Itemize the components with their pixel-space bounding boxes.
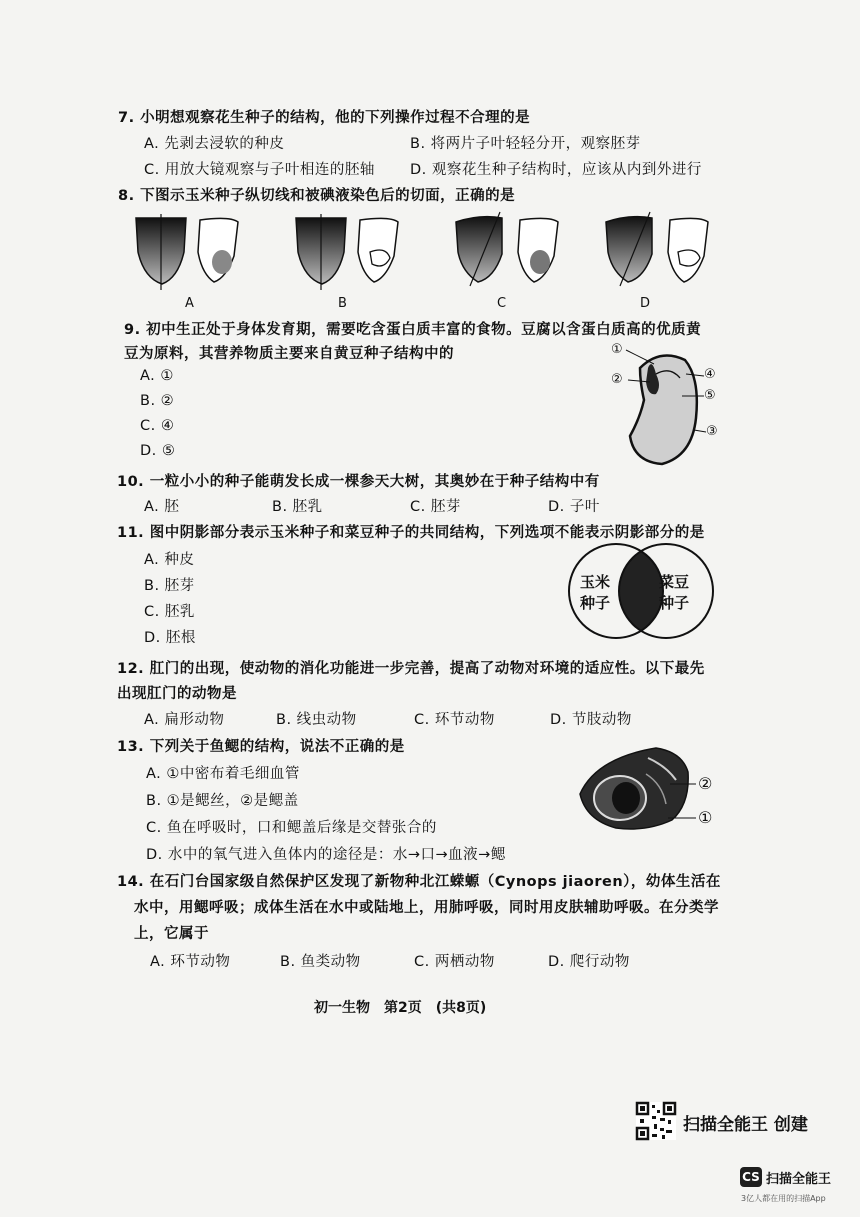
bean-label-5: ⑤ <box>704 388 716 403</box>
q8-figure-label-c: C <box>497 296 507 311</box>
question-10-stem: 10. 一粒小小的种子能萌发长成一棵参天大树，其奥妙在于种子结构中有 <box>117 474 600 490</box>
question-9-stem: 9. 初中生正处于身体发育期，需要吃含蛋白质丰富的食物。豆腐以含蛋白质高的优质黄 <box>124 322 702 338</box>
scanner-tagline: 3亿人都在用的扫描App <box>741 1194 826 1203</box>
bean-label-3: ③ <box>706 424 718 439</box>
q12-option-c: C. 环节动物 <box>414 712 495 728</box>
q9-option-b: B. ② <box>140 393 175 409</box>
q14-option-c: C. 两栖动物 <box>414 954 495 970</box>
q8-figure-label-a: A <box>185 296 194 311</box>
question-14-stem-line3: 上，它属于 <box>134 926 209 942</box>
venn-left-label-1: 玉米 <box>580 573 611 591</box>
bean-label-2: ② <box>611 372 623 387</box>
q9-option-d: D. ⑤ <box>140 443 176 459</box>
figure-a-seeds <box>136 214 238 290</box>
q7-option-c: C. 用放大镜观察与子叶相连的胚轴 <box>144 162 375 178</box>
figure-c-seeds <box>456 212 558 286</box>
soybean-seed-figure <box>600 338 730 473</box>
q10-option-d: D. 子叶 <box>548 499 600 515</box>
gill-label-2: ② <box>698 774 713 793</box>
question-14-stem: 14. 在石门台国家级自然保护区发现了新物种北江蝾螈（Cynops jiaoren），幼体生活在 <box>117 874 721 890</box>
q11-option-c: C. 胚乳 <box>144 604 195 620</box>
corn-seed-figures <box>130 212 690 292</box>
qr-code-icon <box>636 1102 676 1140</box>
gill-label-1: ① <box>698 808 713 827</box>
q13-option-d: D. 水中的氧气进入鱼体内的途径是：水→口→血液→鳃 <box>146 847 506 863</box>
question-8-stem: 8. 下图示玉米种子纵切线和被碘液染色后的切面，正确的是 <box>118 188 516 204</box>
q13-option-b: B. ①是鳃丝，②是鳃盖 <box>146 793 299 809</box>
scanner-app-name: 扫描全能王 <box>766 1172 832 1187</box>
q7-option-d: D. 观察花生种子结构时，应该从内到外进行 <box>410 162 702 178</box>
question-13-stem: 13. 下列关于鱼鳃的结构，说法不正确的是 <box>117 739 405 755</box>
venn-right-label-1: 菜豆 <box>659 573 690 591</box>
q10-option-a: A. 胚 <box>144 499 180 515</box>
q14-option-d: D. 爬行动物 <box>548 954 630 970</box>
q13-option-c: C. 鱼在呼吸时，口和鳃盖后缘是交替张合的 <box>146 820 437 836</box>
bean-label-1: ① <box>611 342 623 357</box>
q11-option-a: A. 种皮 <box>144 552 195 568</box>
venn-right-label-2: 种子 <box>659 594 690 612</box>
fish-gill-figure <box>576 744 696 834</box>
bean-label-4: ④ <box>704 367 716 382</box>
camscanner-logo-icon: CS <box>740 1167 762 1187</box>
q12-option-b: B. 线虫动物 <box>276 712 357 728</box>
q7-option-a: A. 先剥去浸软的种皮 <box>144 136 285 152</box>
q8-figure-label-b: B <box>338 296 347 311</box>
question-9-stem-line2: 豆为原料，其营养物质主要来自黄豆种子结构中的 <box>124 346 454 362</box>
q8-figure-label-d: D <box>640 296 651 311</box>
venn-left-label-2: 种子 <box>580 594 611 612</box>
q9-option-c: C. ④ <box>140 418 175 434</box>
q13-option-a: A. ①中密布着毛细血管 <box>146 766 300 782</box>
scanner-brand-text: 扫描全能王 创建 <box>683 1115 808 1135</box>
q12-option-a: A. 扁形动物 <box>144 712 225 728</box>
question-12-stem-line2: 出现肛门的动物是 <box>117 686 237 702</box>
page-footer: 初一生物 第2页 (共8页) <box>314 1000 487 1016</box>
question-14-stem-line2: 水中，用鳃呼吸；成体生活在水中或陆地上，用肺呼吸，同时用皮肤辅助呼吸。在分类学 <box>134 900 719 916</box>
q10-option-b: B. 胚乳 <box>272 499 323 515</box>
q7-option-b: B. 将两片子叶轻轻分开，观察胚芽 <box>410 136 641 152</box>
q11-option-d: D. 胚根 <box>144 630 196 646</box>
q11-option-b: B. 胚芽 <box>144 578 195 594</box>
question-12-stem: 12. 肛门的出现，使动物的消化功能进一步完善，提高了动物对环境的适应性。以下最先 <box>117 661 705 677</box>
q10-option-c: C. 胚芽 <box>410 499 461 515</box>
q14-option-b: B. 鱼类动物 <box>280 954 361 970</box>
q9-option-a: A. ① <box>140 368 174 384</box>
question-7-stem: 7. 小明想观察花生种子的结构，他的下列操作过程不合理的是 <box>118 110 531 126</box>
question-11-stem: 11. 图中阴影部分表示玉米种子和菜豆种子的共同结构，下列选项不能表示阴影部分的是 <box>117 525 705 541</box>
q14-option-a: A. 环节动物 <box>150 954 231 970</box>
figure-b-seeds <box>296 214 398 290</box>
q12-option-d: D. 节肢动物 <box>550 712 632 728</box>
figure-d-seeds <box>606 212 708 286</box>
